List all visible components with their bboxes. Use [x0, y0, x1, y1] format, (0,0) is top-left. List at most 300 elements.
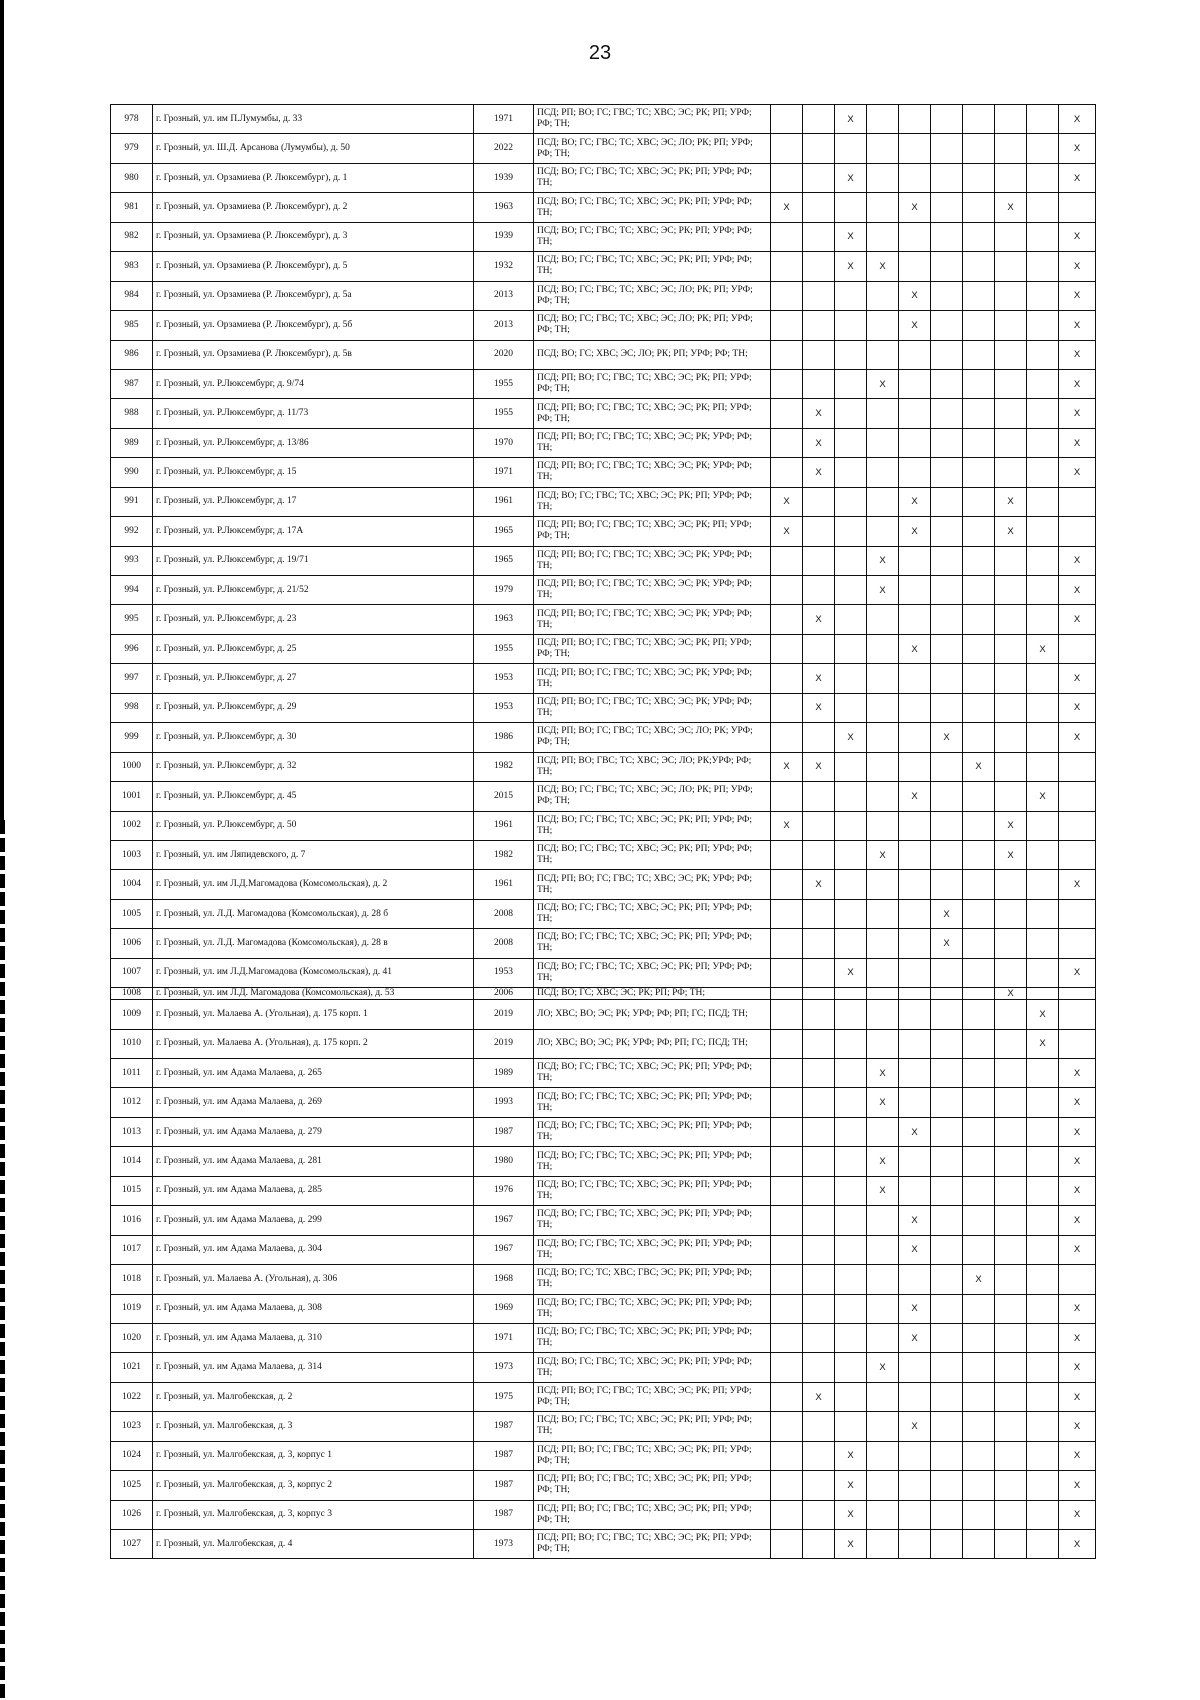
period-mark-cell [899, 252, 931, 281]
address-cell: г. Грозный, ул. Орзамиева (Р. Люксембург), д. 1 [153, 163, 474, 192]
period-mark-cell [835, 1412, 867, 1441]
period-mark-cell [867, 1206, 899, 1235]
period-mark-cell [835, 1323, 867, 1352]
row-number: 1007 [111, 958, 153, 987]
address-cell: г. Грозный, ул. Р.Люксембург, д. 19/71 [153, 546, 474, 575]
period-mark-cell [995, 693, 1027, 722]
period-mark-cell [931, 870, 963, 899]
table-row [111, 1294, 1096, 1323]
year-cell: 1973 [474, 1353, 534, 1382]
period-mark-cell [1027, 1412, 1059, 1441]
period-mark-cell: X [1059, 1500, 1096, 1529]
period-mark-cell [899, 428, 931, 457]
period-mark-cell: X [867, 1147, 899, 1176]
period-mark-cell [803, 1471, 835, 1500]
address-cell: г. Грозный, ул. Р.Люксембург, д. 29 [153, 693, 474, 722]
period-mark-cell: X [899, 487, 931, 516]
period-mark-cell: X [1059, 1530, 1096, 1559]
period-mark-cell [771, 605, 803, 634]
period-mark-cell [771, 723, 803, 752]
works-list-cell: ПСД; РП; ВО; ГС; ГВС; ТС; ХВС; ЭС; РК; УРФ; РФ; ТН; [534, 458, 771, 487]
period-mark-cell [931, 1382, 963, 1411]
period-mark-cell [995, 1029, 1027, 1058]
period-mark-cell [899, 664, 931, 693]
period-mark-cell [771, 428, 803, 457]
period-mark-cell: X [803, 428, 835, 457]
period-mark-cell [995, 1323, 1027, 1352]
period-mark-cell [867, 664, 899, 693]
period-mark-cell [867, 693, 899, 722]
period-mark-cell [963, 811, 995, 840]
period-mark-cell: X [1059, 458, 1096, 487]
table-row [111, 1059, 1096, 1088]
period-mark-cell [771, 1235, 803, 1264]
period-mark-cell [1027, 1294, 1059, 1323]
period-mark-cell [1027, 1382, 1059, 1411]
period-mark-cell [1027, 840, 1059, 869]
year-cell: 2022 [474, 134, 534, 163]
period-mark-cell: X [771, 517, 803, 546]
period-mark-cell [771, 1471, 803, 1500]
address-cell: г. Грозный, ул. Малгобекская, д. 4 [153, 1530, 474, 1559]
period-mark-cell [931, 634, 963, 663]
period-mark-cell [867, 1412, 899, 1441]
period-mark-cell: X [1059, 958, 1096, 987]
period-mark-cell [867, 311, 899, 340]
period-mark-cell [963, 1471, 995, 1500]
period-mark-cell [963, 958, 995, 987]
scan-edge-marks [0, 820, 5, 1700]
address-cell: г. Грозный, ул. Малгобекская, д. 2 [153, 1382, 474, 1411]
period-mark-cell [867, 1235, 899, 1264]
period-mark-cell [995, 1117, 1027, 1146]
period-mark-cell [995, 899, 1027, 928]
period-mark-cell [899, 1059, 931, 1088]
period-mark-cell [867, 281, 899, 310]
period-mark-cell [835, 1088, 867, 1117]
year-cell: 1939 [474, 163, 534, 192]
address-cell: г. Грозный, ул. Малаева А. (Угольная), д. 175 корп. 1 [153, 1000, 474, 1029]
period-mark-cell [867, 605, 899, 634]
period-mark-cell [1059, 782, 1096, 811]
row-number: 1010 [111, 1029, 153, 1058]
period-mark-cell [899, 134, 931, 163]
works-list-cell: ПСД; ВО; ГС; ГВС; ТС; ХВС; ЭС; РК; РП; УРФ; РФ; ТН; [534, 1323, 771, 1352]
period-mark-cell [867, 1530, 899, 1559]
row-number: 1003 [111, 840, 153, 869]
table-row [111, 988, 1096, 1000]
period-mark-cell [995, 428, 1027, 457]
period-mark-cell: X [1059, 1471, 1096, 1500]
period-mark-cell [1027, 458, 1059, 487]
period-mark-cell [1027, 487, 1059, 516]
period-mark-cell [899, 1382, 931, 1411]
row-number: 998 [111, 693, 153, 722]
row-number: 1012 [111, 1088, 153, 1117]
period-mark-cell: X [1059, 399, 1096, 428]
period-mark-cell: X [1059, 870, 1096, 899]
period-mark-cell: X [803, 458, 835, 487]
address-cell: г. Грозный, ул. им Адама Малаева, д. 269 [153, 1088, 474, 1117]
period-mark-cell [899, 929, 931, 958]
period-mark-cell [771, 1382, 803, 1411]
period-mark-cell: X [1059, 222, 1096, 251]
period-mark-cell: X [1059, 1235, 1096, 1264]
period-mark-cell [963, 1206, 995, 1235]
year-cell: 1932 [474, 252, 534, 281]
year-cell: 1971 [474, 458, 534, 487]
period-mark-cell: X [1027, 634, 1059, 663]
period-mark-cell [835, 1176, 867, 1205]
period-mark-cell [835, 634, 867, 663]
period-mark-cell [803, 1059, 835, 1088]
table-row [111, 1323, 1096, 1352]
period-mark-cell [771, 576, 803, 605]
period-mark-cell [1059, 517, 1096, 546]
table-row [111, 193, 1096, 222]
year-cell: 1979 [474, 576, 534, 605]
table-row [111, 752, 1096, 781]
year-cell: 1955 [474, 369, 534, 398]
period-mark-cell [835, 428, 867, 457]
period-mark-cell [899, 222, 931, 251]
table-row [111, 458, 1096, 487]
period-mark-cell [1027, 134, 1059, 163]
works-list-cell: ПСД; ВО; ГС; ГВС; ТС; ХВС; ЭС; РК; РП; УРФ; РФ; ТН; [534, 1294, 771, 1323]
period-mark-cell [899, 811, 931, 840]
row-number: 995 [111, 605, 153, 634]
period-mark-cell [931, 1000, 963, 1029]
period-mark-cell: X [1059, 1147, 1096, 1176]
table-row [111, 252, 1096, 281]
works-list-cell: ПСД; РП; ВО; ГС; ГВС; ТС; ХВС; ЭС; РК; РП; УРФ; РФ; ТН; [534, 1382, 771, 1411]
period-mark-cell [931, 1265, 963, 1294]
period-mark-cell [1027, 163, 1059, 192]
period-mark-cell: X [1027, 1000, 1059, 1029]
period-mark-cell [803, 1176, 835, 1205]
period-mark-cell: X [1059, 723, 1096, 752]
period-mark-cell: X [899, 517, 931, 546]
table-row [111, 1029, 1096, 1058]
year-cell: 1953 [474, 958, 534, 987]
period-mark-cell [963, 1029, 995, 1058]
period-mark-cell [1027, 958, 1059, 987]
period-mark-cell [771, 1500, 803, 1529]
period-mark-cell [899, 870, 931, 899]
period-mark-cell [995, 163, 1027, 192]
address-cell: г. Грозный, ул. Р.Люксембург, д. 32 [153, 752, 474, 781]
period-mark-cell [995, 870, 1027, 899]
table-row [111, 1530, 1096, 1559]
period-mark-cell [835, 1206, 867, 1235]
address-cell: г. Грозный, ул. Орзамиева (Р. Люксембург), д. 3 [153, 222, 474, 251]
period-mark-cell [1059, 634, 1096, 663]
period-mark-cell [771, 1530, 803, 1559]
works-list-cell: ПСД; ВО; ГС; ГВС; ТС; ХВС; ЭС; РК; РП; УРФ; РФ; ТН; [534, 1059, 771, 1088]
period-mark-cell [995, 1530, 1027, 1559]
year-cell: 2013 [474, 311, 534, 340]
works-list-cell: ПСД; ВО; ГС; ТС; ХВС; ГВС; ЭС; РК; РП; УРФ; РФ; ТН; [534, 1265, 771, 1294]
period-mark-cell [995, 340, 1027, 369]
period-mark-cell [835, 1029, 867, 1058]
works-list-cell: ПСД; ВО; ГС; ГВС; ТС; ХВС; ЭС; РК; РП; УРФ; РФ; ТН; [534, 1117, 771, 1146]
period-mark-cell: X [803, 399, 835, 428]
period-mark-cell: X [803, 1382, 835, 1411]
year-cell: 1953 [474, 693, 534, 722]
period-mark-cell [867, 163, 899, 192]
address-cell: г. Грозный, ул. Р.Люксембург, д. 25 [153, 634, 474, 663]
period-mark-cell [1027, 428, 1059, 457]
address-cell: г. Грозный, ул. Р.Люксембург, д. 23 [153, 605, 474, 634]
period-mark-cell: X [931, 899, 963, 928]
period-mark-cell [867, 222, 899, 251]
period-mark-cell [771, 1323, 803, 1352]
table-row [111, 811, 1096, 840]
year-cell: 2015 [474, 782, 534, 811]
period-mark-cell: X [1059, 340, 1096, 369]
period-mark-cell: X [1027, 782, 1059, 811]
year-cell: 1987 [474, 1471, 534, 1500]
period-mark-cell [771, 1088, 803, 1117]
table-row [111, 782, 1096, 811]
works-list-cell: ПСД; РП; ВО; ГС; ГВС; ТС; ХВС; ЭС; РК; УРФ; РФ; ТН; [534, 693, 771, 722]
works-list-cell: ПСД; РП; ВО; ГС; ГВС; ТС; ХВС; ЭС; РК; РП; УРФ; РФ; ТН; [534, 634, 771, 663]
address-cell: г. Грозный, ул. им Адама Малаева, д. 310 [153, 1323, 474, 1352]
row-number: 1025 [111, 1471, 153, 1500]
period-mark-cell [1027, 1353, 1059, 1382]
period-mark-cell [771, 870, 803, 899]
period-mark-cell [963, 1147, 995, 1176]
row-number: 1000 [111, 752, 153, 781]
table-row [111, 693, 1096, 722]
table-row [111, 134, 1096, 163]
address-cell: г. Грозный, ул. Р.Люксембург, д. 9/74 [153, 369, 474, 398]
period-mark-cell [803, 252, 835, 281]
works-list-cell: ПСД; ВО; ГС; ГВС; ТС; ХВС; ЭС; РК; РП; УРФ; РФ; ТН; [534, 1088, 771, 1117]
row-number: 1006 [111, 929, 153, 958]
year-cell: 1968 [474, 1265, 534, 1294]
period-mark-cell [963, 1000, 995, 1029]
period-mark-cell [835, 1294, 867, 1323]
period-mark-cell: X [771, 193, 803, 222]
period-mark-cell: X [899, 634, 931, 663]
table-row [111, 1353, 1096, 1382]
row-number: 991 [111, 487, 153, 516]
period-mark-cell [803, 1147, 835, 1176]
year-cell: 1953 [474, 664, 534, 693]
period-mark-cell [803, 1000, 835, 1029]
row-number: 1023 [111, 1412, 153, 1441]
period-mark-cell [931, 1147, 963, 1176]
period-mark-cell [835, 369, 867, 398]
period-mark-cell [931, 340, 963, 369]
period-mark-cell [1027, 1323, 1059, 1352]
period-mark-cell [835, 517, 867, 546]
period-mark-cell: X [1059, 369, 1096, 398]
works-list-cell: ПСД; РП; ВО; ГС; ГВС; ТС; ХВС; ЭС; РК; РП; УРФ; РФ; ТН; [534, 1530, 771, 1559]
period-mark-cell [931, 1235, 963, 1264]
address-cell: г. Грозный, ул. Р.Люксембург, д. 50 [153, 811, 474, 840]
period-mark-cell: X [1059, 134, 1096, 163]
period-mark-cell [835, 870, 867, 899]
period-mark-cell [771, 1206, 803, 1235]
address-cell: г. Грозный, ул. им Адама Малаева, д. 265 [153, 1059, 474, 1088]
period-mark-cell: X [867, 369, 899, 398]
period-mark-cell [963, 1441, 995, 1470]
period-mark-cell [995, 1412, 1027, 1441]
period-mark-cell: X [1059, 105, 1096, 134]
period-mark-cell [963, 899, 995, 928]
period-mark-cell [803, 958, 835, 987]
row-number: 992 [111, 517, 153, 546]
period-mark-cell [995, 281, 1027, 310]
works-list-cell: ПСД; РП; ВО; ГС; ГВС; ТС; ХВС; ЭС; РК; РП; УРФ; РФ; ТН; [534, 105, 771, 134]
period-mark-cell: X [1059, 1059, 1096, 1088]
period-mark-cell [803, 1294, 835, 1323]
period-mark-cell: X [899, 311, 931, 340]
period-mark-cell [1059, 1029, 1096, 1058]
works-list-cell: ЛО; ХВС; ВО; ЭС; РК; УРФ; РФ; РП; ГС; ПСД; ТН; [534, 1000, 771, 1029]
works-list-cell: ПСД; ВО; ГС; ГВС; ТС; ХВС; ЭС; РК; РП; УРФ; РФ; ТН; [534, 222, 771, 251]
period-mark-cell [1027, 664, 1059, 693]
address-cell: г. Грозный, ул. им Л.Д.Магомадова (Комсомольская), д. 41 [153, 958, 474, 987]
period-mark-cell [995, 252, 1027, 281]
period-mark-cell [899, 1265, 931, 1294]
year-cell: 1987 [474, 1500, 534, 1529]
period-mark-cell [803, 1265, 835, 1294]
period-mark-cell [835, 605, 867, 634]
period-mark-cell [835, 1382, 867, 1411]
period-mark-cell [835, 311, 867, 340]
period-mark-cell [899, 1471, 931, 1500]
period-mark-cell [995, 222, 1027, 251]
row-number: 978 [111, 105, 153, 134]
row-number: 1004 [111, 870, 153, 899]
address-cell: г. Грозный, ул. им Адама Малаева, д. 308 [153, 1294, 474, 1323]
works-list-cell: ПСД; ВО; ГС; ГВС; ТС; ХВС; ЭС; РК; РП; УРФ; РФ; ТН; [534, 1235, 771, 1264]
period-mark-cell [963, 929, 995, 958]
address-cell: г. Грозный, ул. им П.Лумумбы, д. 33 [153, 105, 474, 134]
period-mark-cell: X [1059, 252, 1096, 281]
period-mark-cell: X [867, 840, 899, 869]
period-mark-cell [771, 369, 803, 398]
period-mark-cell [835, 1235, 867, 1264]
table-row [111, 634, 1096, 663]
period-mark-cell: X [835, 105, 867, 134]
period-mark-cell [771, 458, 803, 487]
period-mark-cell [931, 1441, 963, 1470]
period-mark-cell [771, 958, 803, 987]
period-mark-cell: X [835, 163, 867, 192]
address-cell: г. Грозный, ул. Малгобекская, д. 3, корпус 3 [153, 1500, 474, 1529]
period-mark-cell [771, 163, 803, 192]
period-mark-cell [963, 782, 995, 811]
period-mark-cell [1027, 546, 1059, 575]
period-mark-cell [995, 311, 1027, 340]
period-mark-cell: X [995, 193, 1027, 222]
works-list-cell: ПСД; ВО; ГС; ГВС; ТС; ХВС; ЭС; РК; РП; УРФ; РФ; ТН; [534, 487, 771, 516]
period-mark-cell [803, 1441, 835, 1470]
year-cell: 2020 [474, 340, 534, 369]
year-cell: 1961 [474, 811, 534, 840]
year-cell: 1965 [474, 546, 534, 575]
period-mark-cell [963, 664, 995, 693]
period-mark-cell [931, 1412, 963, 1441]
period-mark-cell [1027, 340, 1059, 369]
period-mark-cell: X [803, 870, 835, 899]
period-mark-cell [867, 105, 899, 134]
address-cell: г. Грозный, ул. Малаева А. (Угольная), д. 306 [153, 1265, 474, 1294]
period-mark-cell [1059, 193, 1096, 222]
period-mark-cell [835, 811, 867, 840]
period-mark-cell [771, 899, 803, 928]
row-number: 980 [111, 163, 153, 192]
year-cell: 2019 [474, 1029, 534, 1058]
period-mark-cell [803, 634, 835, 663]
period-mark-cell [899, 1088, 931, 1117]
table-row [111, 1088, 1096, 1117]
period-mark-cell [963, 1059, 995, 1088]
row-number: 997 [111, 664, 153, 693]
period-mark-cell: X [899, 782, 931, 811]
works-list-cell: ПСД; ВО; ГС; ГВС; ТС; ХВС; ЭС; РК; РП; УРФ; РФ; ТН; [534, 163, 771, 192]
period-mark-cell [995, 1235, 1027, 1264]
period-mark-cell [867, 752, 899, 781]
period-mark-cell [963, 311, 995, 340]
period-mark-cell [867, 340, 899, 369]
table-row [111, 369, 1096, 398]
address-cell: г. Грозный, ул. им Адама Малаева, д. 281 [153, 1147, 474, 1176]
year-cell: 1971 [474, 1323, 534, 1352]
works-list-cell: ПСД; ВО; ГС; ГВС; ТС; ХВС; ЭС; РК; РП; УРФ; РФ; ТН; [534, 193, 771, 222]
period-mark-cell: X [1059, 1441, 1096, 1470]
period-mark-cell [931, 369, 963, 398]
period-mark-cell [803, 1412, 835, 1441]
period-mark-cell [995, 634, 1027, 663]
period-mark-cell [803, 576, 835, 605]
period-mark-cell [963, 1294, 995, 1323]
period-mark-cell [1027, 193, 1059, 222]
row-number: 1026 [111, 1500, 153, 1529]
period-mark-cell [995, 958, 1027, 987]
address-cell: г. Грозный, ул. Р.Люксембург, д. 17 [153, 487, 474, 516]
period-mark-cell [995, 782, 1027, 811]
period-mark-cell: X [835, 1500, 867, 1529]
period-mark-cell [803, 1029, 835, 1058]
period-mark-cell [835, 1147, 867, 1176]
works-list-cell: ПСД; ВО; ГС; ГВС; ТС; ХВС; ЭС; РК; РП; УРФ; РФ; ТН; [534, 1206, 771, 1235]
period-mark-cell [1059, 752, 1096, 781]
period-mark-cell [899, 1500, 931, 1529]
period-mark-cell [771, 399, 803, 428]
row-number: 989 [111, 428, 153, 457]
address-cell: г. Грозный, ул. Орзамиева (Р. Люксембург), д. 5б [153, 311, 474, 340]
works-list-cell: ПСД; РП; ВО; ГС; ГВС; ТС; ХВС; ЭС; РК; РП; УРФ; РФ; ТН; [534, 1500, 771, 1529]
period-mark-cell: X [1059, 1412, 1096, 1441]
period-mark-cell: X [867, 252, 899, 281]
period-mark-cell [771, 634, 803, 663]
period-mark-cell [963, 723, 995, 752]
period-mark-cell [803, 487, 835, 516]
address-cell: г. Грозный, ул. Р.Люксембург, д. 11/73 [153, 399, 474, 428]
period-mark-cell [1027, 369, 1059, 398]
period-mark-cell [771, 252, 803, 281]
period-mark-cell [931, 693, 963, 722]
period-mark-cell [771, 340, 803, 369]
year-cell: 1973 [474, 1530, 534, 1559]
works-list-cell: ПСД; ВО; ГС; ГВС; ТС; ХВС; ЭС; ЛО; РК; РП; УРФ; РФ; ТН; [534, 782, 771, 811]
period-mark-cell [995, 1000, 1027, 1029]
